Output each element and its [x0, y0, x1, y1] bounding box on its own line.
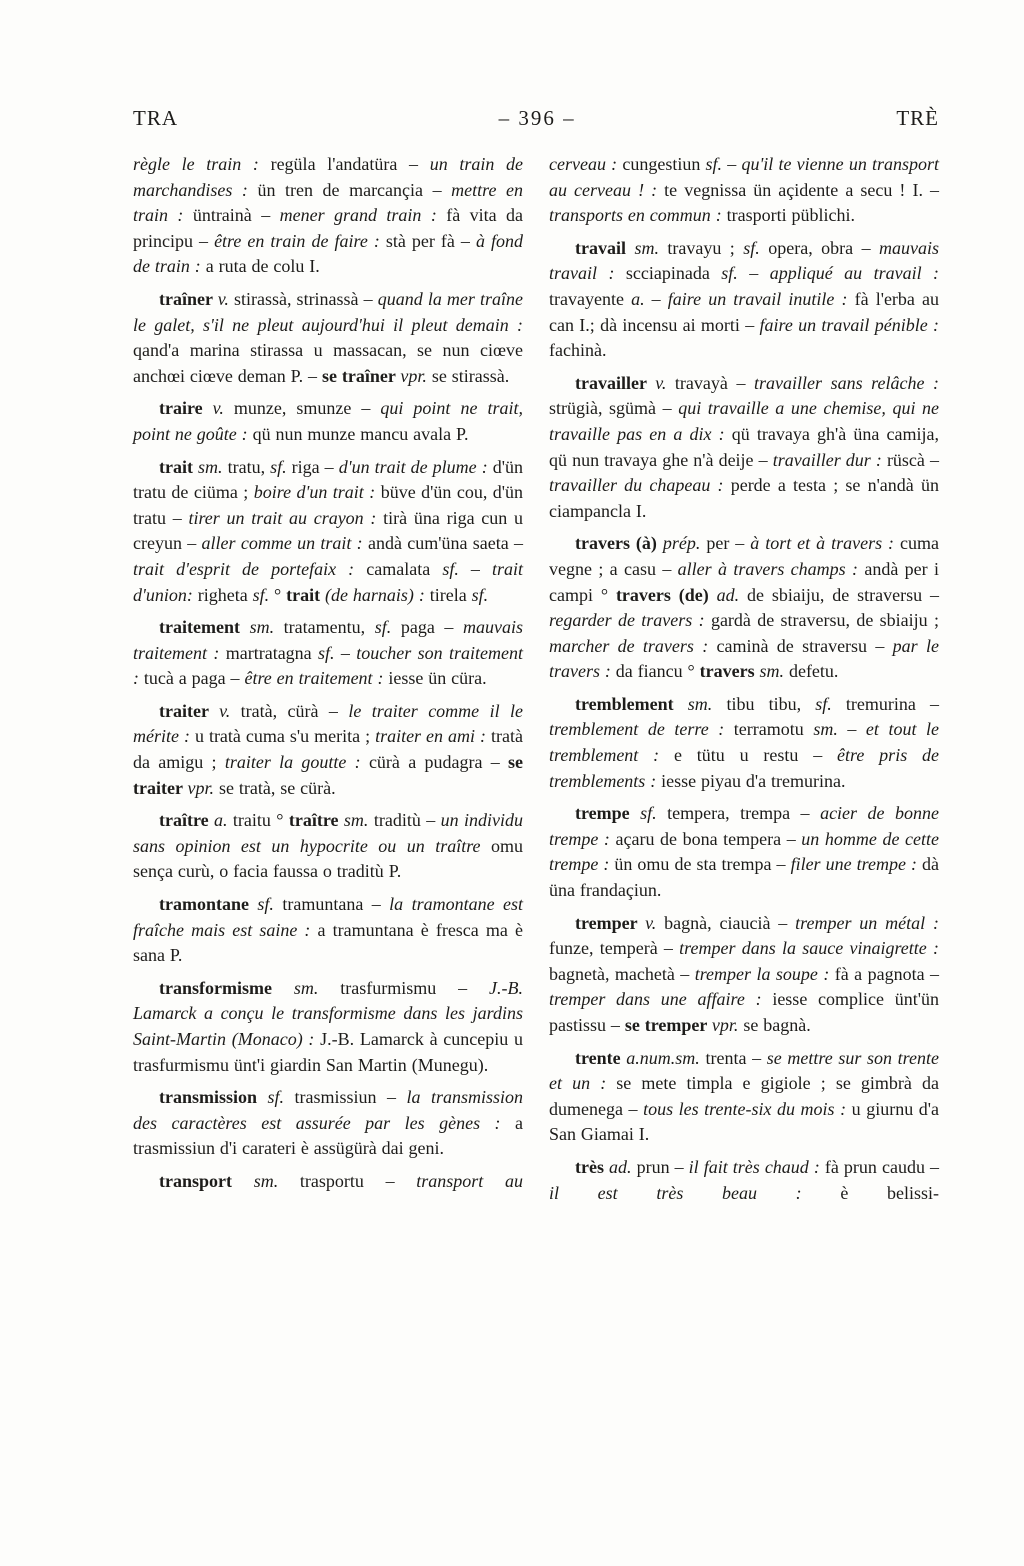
- dictionary-entry: traiter v. tratà, cürà – le traiter comme il le mérite : u tratà cuma s'u merita ; traiter en ami : tratà da amigu ; traiter la goutte : cürà a pudagra – se traiter vpr. se tratà, se cürà.: [133, 700, 523, 798]
- dictionary-entry: transmission sf. trasmissiun – la transmission des caractères est assurée par les gènes : a trasmissiun d'i carateri è assügürà dai geni.: [133, 1087, 523, 1159]
- dictionary-entry: trempe sf. tempera, trempa – acier de bonne trempe : açaru de bona tempera – un homme de cette trempe : ün omu de sta trempa – filer une trempe : dà üna frandaçiun.: [549, 803, 940, 901]
- dictionary-entry: traître a. traitu ° traître sm. traditù – un individu sans opinion est un hypocrite ou un traître omu sença curù, o facia faussa o traditù P.: [133, 810, 523, 882]
- guide-word-right: TRÈ: [896, 106, 939, 130]
- dictionary-entry: trait sm. tratu, sf. riga – d'un trait de plume : d'ün tratu de ciüma ; boire d'un trait : büve d'ün cou, d'ün tratu – tirer un trait au crayon : tirà üna riga cun u creyun – aller comme un trait : andà cum'üna saeta – trait d'esprit de portefaix : camalata sf. – trait d'union: righeta sf. ° trait (de harnais) : tirela sf.: [133, 456, 524, 605]
- dictionary-entry: transport sm. trasportu – transport au: [159, 1170, 523, 1191]
- text-columns: [133, 152, 939, 1213]
- dictionary-entry: tremper v. bagnà, ciaucià – tremper un métal : funze, temperà – tremper dans la sauce vinaigrette : bagnetà, machetà – tremper la soupe : fà a pagnota – tremper dans une affaire : iesse complice ünt'ün pastissu – se tremper vpr. se bagnà.: [549, 912, 939, 1035]
- dictionary-entry: traîner v. stirassà, strinassà – quand la mer traîne le galet, s'il ne pleut aujourd'hui il pleut demain : qand'a marina stirassa u massacan, se nun ciœve anchœi ciœve deman P. – se traîner vpr. se stirassà.: [133, 288, 523, 386]
- column-right: [549, 152, 939, 1213]
- dictionary-entry: traitement sm. tratamentu, sf. paga – mauvais traitement : martratagna sf. – toucher son traitement : tucà a paga – être en traitement : iesse ün cüra.: [133, 617, 524, 689]
- dictionary-entry: traire v. munze, smunze – qui point ne trait, point ne goûte : qü nun munze mancu avala P.: [133, 398, 523, 444]
- page-number: – 396 –: [498, 106, 576, 130]
- dictionary-entry: tramontane sf. tramuntana – la tramontane est fraîche mais est saine : a tramuntana è fresca ma è sana P.: [133, 894, 523, 966]
- dictionary-entry: règle le train : regüla l'andatüra – un train de marchandises : ün tren de marcançia – mettre en train : üntrainà – mener grand train : fà vita da principu – être en train de faire : stà per fà – à fond de train : a ruta de colu I.: [133, 154, 524, 277]
- dictionary-entry: transformisme sm. trasfurmismu – J.-B. Lamarck a conçu le transformisme dans les jardins Saint-Martin (Monaco) : J.-B. Lamarck à cuncepiu u trasfurmismu ünt'i giardin San Martin (Munegu).: [133, 977, 523, 1075]
- dictionary-entry: cerveau : cungestiun sf. – qu'il te vienne un transport au cerveau ! : te vegnissa ün açidente a secu ! I. – transports en commun : trasporti püblichi.: [549, 154, 940, 226]
- dictionary-entry: travail sm. travayu ; sf. opera, obra – mauvais travail : scciapinada sf. – appliqué au travail : travayente a. – faire un travail inutile : fà l'erba au can I.; dà incensu ai morti – faire un travail pénible : fachinà.: [549, 237, 940, 361]
- page-header: [133, 106, 939, 131]
- dictionary-entry: travailler v. travayà – travailler sans relâche : strügià, sgümà – qui travaille a une chemise, qui ne travaille pas en a dix : qü travaya gh'à üna camija, qü nun travaya ghe n'à deije – travailler dur : rüscà – travailler du chapeau : perde a testa ; se n'andà ün ciampancla I.: [549, 372, 940, 521]
- dictionary-entry: très ad. prun – il fait très chaud : fà prun caudu – il est très beau : è belissi-: [549, 1156, 939, 1203]
- guide-word-left: TRA: [133, 106, 178, 130]
- column-left: [133, 152, 523, 1213]
- dictionary-entry: tremblement sm. tibu tibu, sf. tremurina – tremblement de terre : terramotu sm. – et tout le tremblement : e tütu u restu – être pris de tremblements : iesse piyau d'a tremurina.: [549, 693, 940, 791]
- dictionary-entry: trente a.num.sm. trenta – se mettre sur son trente et un : se mete timpla e gigiole ; se gimbrà da dumenega – tous les trente-six du mois : u giurnu d'a San Giamai I.: [549, 1047, 939, 1145]
- dictionary-entry: travers (à) prép. per – à tort et à travers : cuma vegne ; a casu – aller à travers champs : andà per i campi ° travers (de) ad. de sbiaiju, de straversu – regarder de travers : gardà de straversu, de sbiaiju ; marcher de travers : caminà de straversu – par le travers : da fiancu ° travers sm. defetu.: [549, 533, 940, 682]
